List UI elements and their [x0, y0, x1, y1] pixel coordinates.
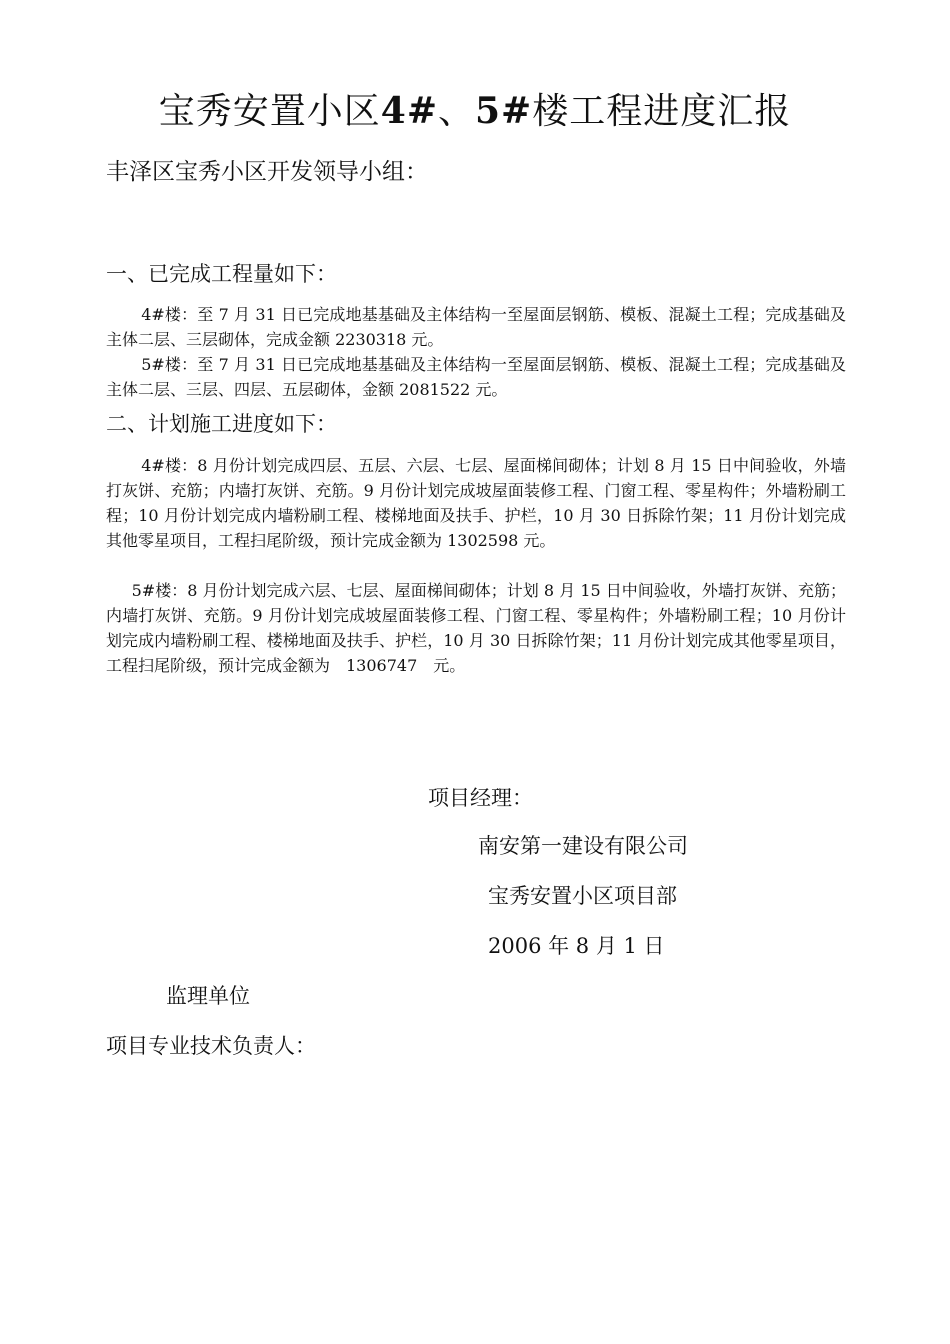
technical-lead-label: 项目专业技术负责人： — [106, 1034, 316, 1058]
plan-building-4-paragraph: 4#楼：8 月份计划完成四层、五层、六层、七层、屋面梯间砌体；计划 8 月 15 日中间验收，外墙打灰饼、充筋；内墙打灰饼、充筋。9 月份计划完成坡屋面装修工程、门窗工程、零星构件；外墙粉刷工程；10 月份计划完成内墙粉刷工程、楼梯地面及扶手、护栏，10 月 30 日拆除竹架；11 月份计划完成其他零星项目，工程扫尾阶级，预计完成金额为 1302598 元。 — [106, 456, 846, 550]
document-title — [0, 86, 950, 137]
section-completed-heading: 一、已完成工程量如下： — [106, 262, 337, 286]
completed-building-4-paragraph: 4#楼：至 7 月 31 日已完成地基基础及主体结构一至屋面层钢筋、模板、混凝土工程；完成基础及主体二层、三层砌体，完成金额 2230318 元。 — [106, 305, 846, 349]
title-building-5: 5# — [475, 90, 533, 132]
plan-building-5-paragraph: 5#楼：8 月份计划完成六层、七层、屋面梯间砌体；计划 8 月 15 日中间验收，外墙打灰饼、充筋；内墙打灰饼、充筋。9 月份计划完成坡屋面装修工程、门窗工程、零星构件；外墙粉刷工程；10 月份计划完成内墙粉刷工程、楼梯地面及扶手、护栏，10 月 30 日拆除竹架；11 月份计划完成其他零星项目，工程扫尾阶级，预计完成金额为 1306747 元。 — [106, 581, 846, 675]
title-building-4: 4# — [380, 90, 438, 132]
section-plan-heading: 二、计划施工进度如下： — [106, 412, 337, 436]
title-separator: 、 — [437, 91, 475, 132]
project-manager-label: 项目经理： — [428, 786, 533, 810]
title-text-2: 楼工程进度汇报 — [532, 91, 792, 132]
supervision-unit-label: 监理单位 — [166, 984, 250, 1008]
project-department: 宝秀安置小区项目部 — [488, 884, 677, 908]
title-text-1: 宝秀安置小区 — [158, 91, 381, 132]
company-name: 南安第一建设有限公司 — [478, 834, 688, 858]
completed-building-5-paragraph: 5#楼：至 7 月 31 日已完成地基基础及主体结构一至屋面层钢筋、模板、混凝土工程；完成基础及主体二层、三层、四层、五层砌体，金额 2081522 元。 — [106, 355, 846, 399]
addressee: 丰泽区宝秀小区开发领导小组： — [106, 159, 428, 185]
report-date: 2006 年 8 月 1 日 — [488, 934, 665, 958]
